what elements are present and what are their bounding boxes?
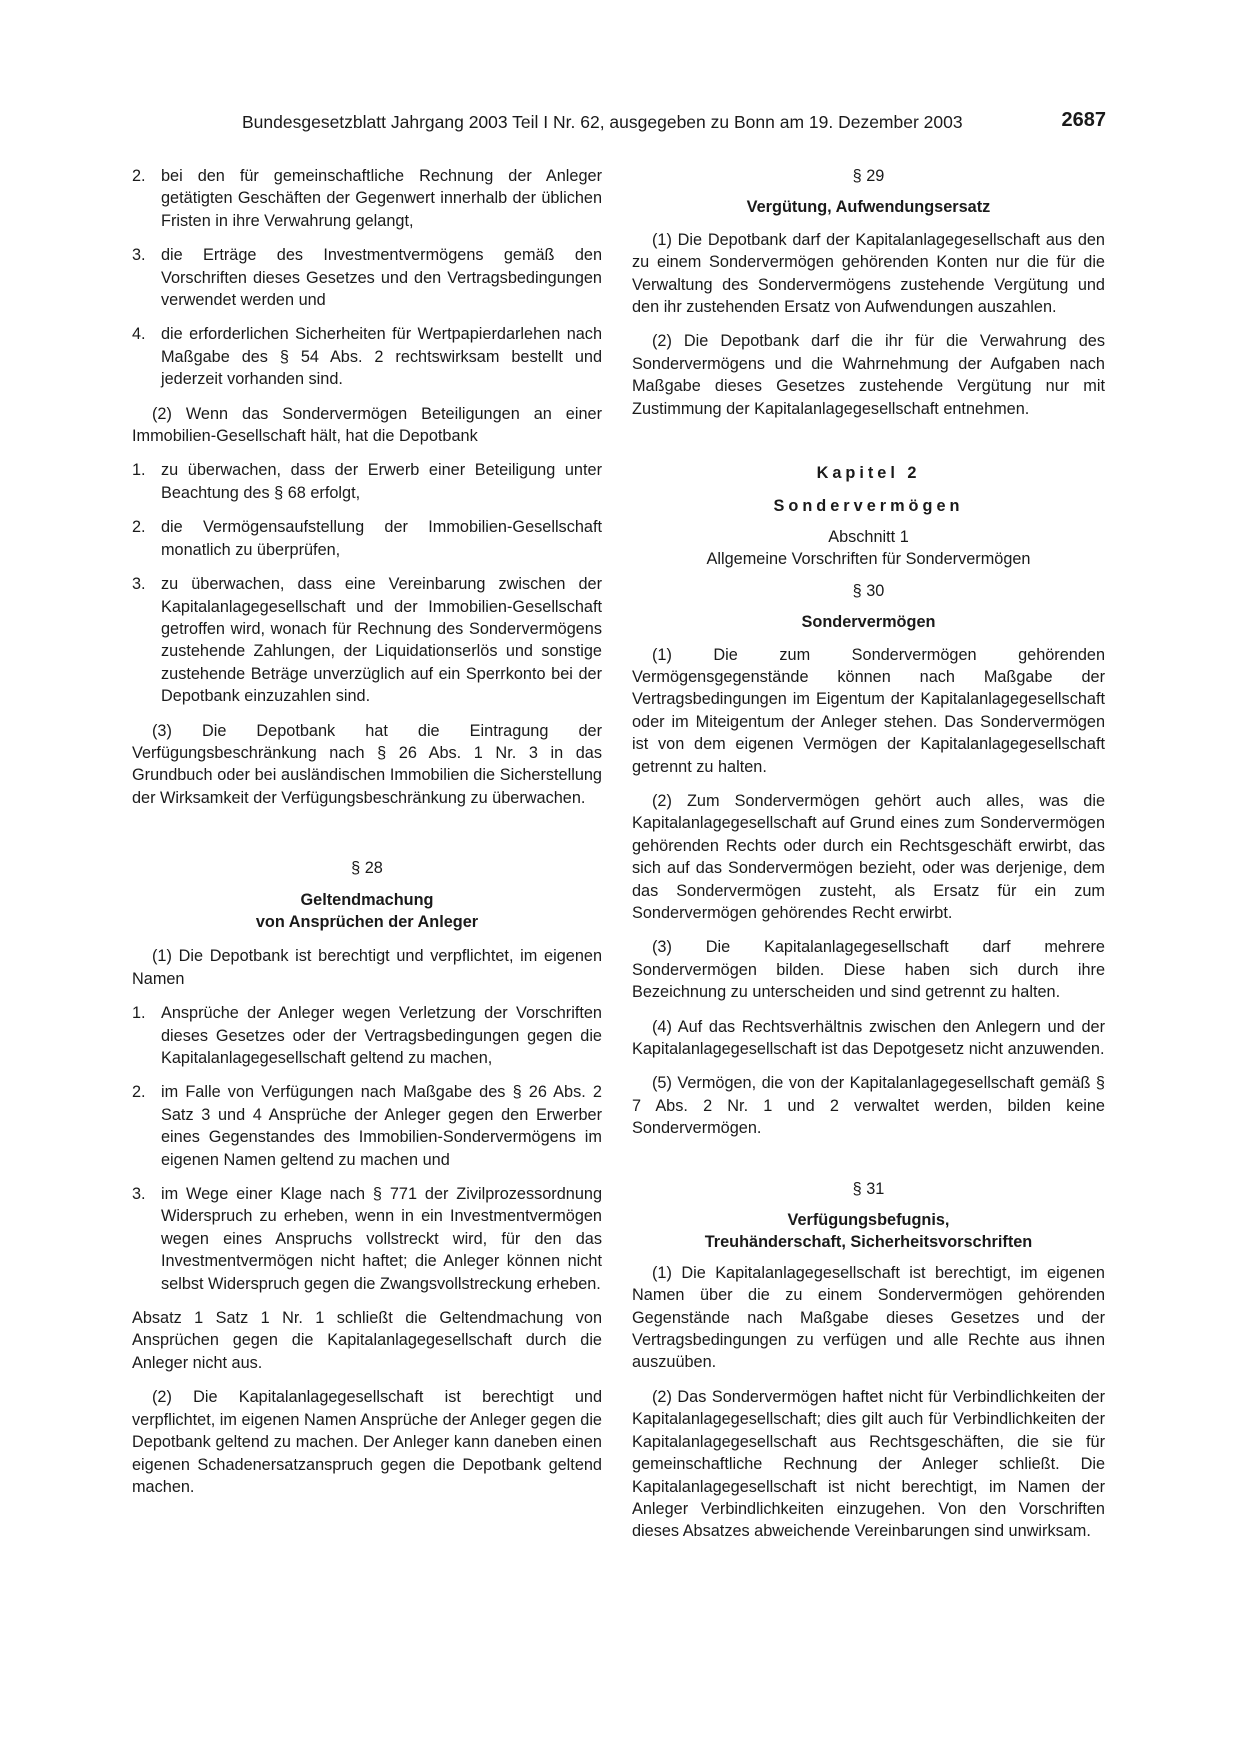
section-title: Geltendmachung [300, 890, 434, 909]
list-item [132, 165, 602, 232]
paragraph: (2) Zum Sondervermögen gehört auch alles, was die Kapitalanlagegesellschaft auf Grund eines zum Sondervermögen gehörenden Rechts oder durch ein Rechtsgeschäft erwirbt, das sich auf das Sondervermögen bezieht, oder was derjenige, dem das Sondervermögen zusteht, als Ersatz für ein zum Sondervermögen gehörendes Recht erwirbt. [632, 791, 1105, 922]
list-item [132, 516, 602, 561]
section-title: Sondervermögen [801, 613, 936, 632]
list-item [132, 459, 602, 504]
list-number: 1. [132, 1004, 146, 1023]
paragraph: (5) Vermögen, die von der Kapitalanlagegesellschaft gemäß § 7 Abs. 2 Nr. 1 und 2 verwaltet werden, bilden keine Sondervermögen. [632, 1074, 1105, 1138]
paragraph: (2) Die Kapitalanlagegesellschaft ist berechtigt und verpflichtet, im eigenen Namen Ansprüche der Anleger gegen die Depotbank geltend zu machen. Der Anleger kann daneben einen eigenen Schadenersatzanspruch gegen die Depotbank geltend machen. [132, 1388, 602, 1496]
list-text: zu überwachen, dass der Erwerb einer Beteiligung unter Beachtung des § 68 erfolgt, [161, 461, 602, 502]
list-number: 3. [132, 575, 146, 594]
page-number: 2687 [1061, 109, 1106, 131]
paragraph: (4) Auf das Rechtsverhältnis zwischen den Anlegern und der Kapitalanlagegesellschaft ist das Depotgesetz nicht anzuwenden. [632, 1017, 1105, 1058]
paragraph: (3) Die Kapitalanlagegesellschaft darf mehrere Sondervermögen bilden. Diese haben sich durch ihre Bezeichnung zu unterscheiden und sind getrennt zu halten. [632, 938, 1105, 1002]
subsection-label: Abschnitt 1 [828, 527, 909, 546]
list-number: 2. [132, 518, 146, 537]
paragraph: (2) Das Sondervermögen haftet nicht für Verbindlichkeiten der Kapitalanlagegesellschaft; dies gilt auch für Verbindlichkeiten der Kapitalanlagegesellschaft aus Rechtsgeschäften, die sie für gemeinschaftliche Rechnung der Anleger schließt. Die Kapitalanlagegesellschaft ist nicht berechtigt, im Namen der Anleger Verbindlichkeiten einzugehen. Von den Vorschriften dieses Absatzes abweichende Vereinbarungen sind unwirksam. [632, 1387, 1105, 1541]
section-number: § 28 [351, 859, 383, 878]
chapter-title: Sondervermögen [773, 497, 964, 516]
section-title: Verfügungsbefugnis, [787, 1211, 950, 1230]
list-item [132, 1081, 602, 1171]
list-text: die erforderlichen Sicherheiten für Wertpapierdarlehen nach Maßgabe des § 54 Abs. 2 rechtswirksam bestellt und jederzeit vorhanden sind. [161, 325, 602, 389]
list-item [132, 573, 602, 707]
paragraph: (1) Die Kapitalanlagegesellschaft ist berechtigt, im eigenen Namen über die zu einem Sondervermögen gehörenden Gegenstände nach Maßgabe dieses Gesetzes und der Vertragsbedingungen zu verfügen und alle Rechte aus ihnen auszuüben. [632, 1263, 1105, 1372]
list-number: 3. [132, 246, 146, 265]
list-number: 3. [132, 1185, 146, 1204]
list-text: zu überwachen, dass eine Vereinbarung zwischen der Kapitalanlagegesellschaft und der Immobilien-Gesellschaft getroffen wird, wonach für Rechnung des Sondervermögens zustehende Zahlungen, der Liquidationserlös und sonstige zustehende Beträge unverzüglich auf ein Sperrkonto bei der Depotbank einzuzahlen sind. [161, 575, 602, 706]
section-number: § 31 [852, 1179, 885, 1198]
list-number: 2. [132, 1083, 146, 1102]
list-text: die Vermögensaufstellung der Immobilien-Gesellschaft monatlich zu überprüfen, [161, 518, 602, 559]
subsection-title: Allgemeine Vorschriften für Sondervermögen [706, 550, 1031, 569]
list-number: 4. [132, 325, 146, 344]
section-number: § 30 [852, 581, 885, 600]
list-number: 2. [132, 167, 146, 185]
list-text: im Wege einer Klage nach § 771 der Zivilprozessordnung Widerspruch zu erheben, wenn in ein Investmentvermögen wegen eines Anspruchs vollstreckt wird, für den das Investmentvermögen nicht haftet; die Anleger können nicht selbst Widerspruch gegen die Zwangsvollstreckung erheben. [161, 1185, 602, 1293]
chapter-label: Kapitel 2 [816, 464, 921, 483]
paragraph: (2) Wenn das Sondervermögen Beteiligungen an einer Immobilien-Gesellschaft hält, hat die Depotbank [132, 404, 602, 446]
list-number: 1. [132, 461, 146, 480]
section-title: Treuhänderschaft, Sicherheitsvorschriften [704, 1233, 1033, 1252]
paragraph: Absatz 1 Satz 1 Nr. 1 schließt die Geltendmachung von Ansprüchen gegen die Kapitalanlagegesellschaft durch die Anleger nicht aus. [132, 1309, 602, 1372]
list-text: bei den für gemeinschaftliche Rechnung der Anleger getätigten Geschäften der Gegenwert innerhalb der üblichen Fristen in ihre Verwahrung gelangt, [161, 167, 602, 230]
list-item [132, 1002, 602, 1069]
list-item [132, 244, 602, 311]
list-text: die Erträge des Investmentvermögens gemäß den Vorschriften dieses Gesetzes und den Vertragsbedingungen verwendet werden und [161, 246, 602, 310]
paragraph: (1) Die Depotbank ist berechtigt und verpflichtet, im eigenen Namen [132, 947, 602, 988]
list-text: im Falle von Verfügungen nach Maßgabe des § 26 Abs. 2 Satz 3 und 4 Ansprüche der Anleger gegen den Erwerber eines Gegenstandes des Immobilien-Sondervermögens im eigenen Namen geltend zu machen und [161, 1083, 602, 1169]
section-title: Vergütung, Aufwendungsersatz [746, 198, 991, 217]
left-column [132, 165, 602, 1510]
section-number: § 29 [852, 167, 885, 185]
right-column [632, 165, 1105, 1555]
page-header [134, 110, 1106, 140]
paragraph: (3) Die Depotbank hat die Eintragung der Verfügungsbeschränkung nach § 26 Abs. 1 Nr. 3 in das Grundbuch oder bei ausländischen Immobilien die Sicherstellung der Wirksamkeit der Verfügungsbeschränkung zu überwachen. [132, 721, 602, 807]
paragraph: (1) Die Depotbank darf der Kapitalanlagegesellschaft aus den zu einem Sondervermögen gehörenden Konten nur die für die Verwaltung des Sondervermögens zustehende Vergütung und den ihr zustehenden Ersatz von Aufwendungen auszahlen. [632, 230, 1105, 317]
section-title: von Ansprüchen der Anleger [255, 912, 479, 931]
list-item [132, 323, 602, 390]
list-text: Ansprüche der Anleger wegen Verletzung der Vorschriften dieses Gesetzes oder der Vertragsbedingungen gegen die Kapitalanlagegesellschaft geltend zu machen, [161, 1004, 602, 1067]
gazette-title: Bundesgesetzblatt Jahrgang 2003 Teil I Nr. 62, ausgegeben zu Bonn am 19. Dezember 2003 [242, 112, 963, 132]
paragraph: (2) Die Depotbank darf die ihr für die Verwahrung des Sondervermögens und die Wahrnehmung der Aufgaben nach Maßgabe dieses Gesetzes zustehende Vergütung nur mit Zustimmung der Kapitalanlagegesellschaft entnehmen. [632, 332, 1105, 418]
paragraph: (1) Die zum Sondervermögen gehörenden Vermögensgegenstände können nach Maßgabe der Vertragsbedingungen im Eigentum der Kapitalanlagegesellschaft oder im Miteigentum der Anleger stehen. Das Sondervermögen ist von dem eigenen Vermögen der Kapitalanlagegesellschaft getrennt zu halten. [632, 645, 1105, 776]
list-item [132, 1183, 602, 1295]
